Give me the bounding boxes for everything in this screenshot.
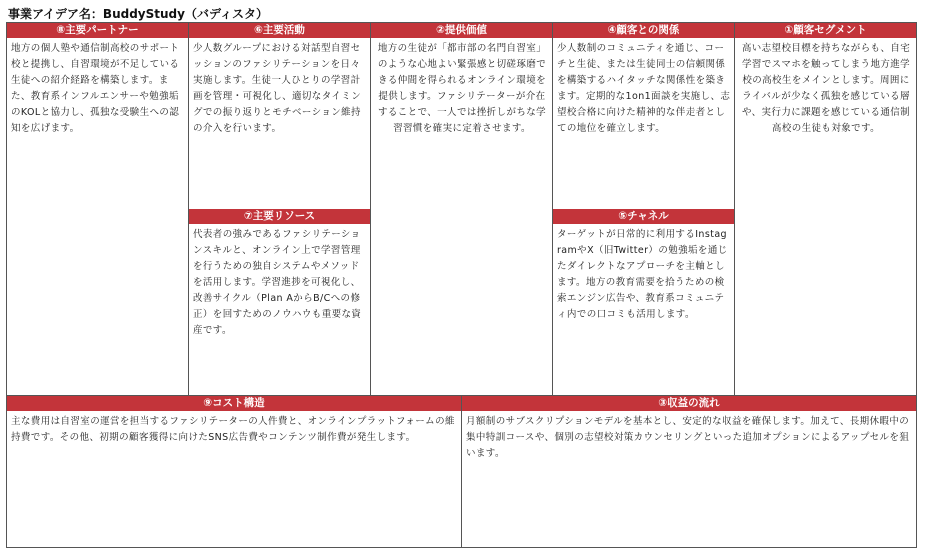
- customer-segments-text: 高い志望校目標を持ちながらも、自宅学習でスマホを触ってしまう地方進学校の高校生をメインとします。周囲にライバルが少なく孤独を感じている層や、実行力に課題を感じている通信制高校の生徒も対象です。: [741, 43, 911, 134]
- cost-structure-block: [6, 395, 462, 548]
- customer-segments-block: [734, 22, 917, 396]
- key-activities-block: [188, 22, 371, 396]
- revenue-streams-text: 月額制のサブスクリプションモデルを基本とし、安定的な収益を確保します。加えて、長期休暇中の集中特訓コースや、個別の志望校対策カウンセリングといった追加オプションによるアップセルを狙います。: [466, 416, 910, 459]
- page-title: 事業アイデア名：BuddyStudy（バディスタ）: [8, 7, 268, 21]
- channels-header: ⑤チャネル: [553, 209, 734, 224]
- value-proposition-text: 地方の生徒が「都市部の名門自習室」のような心地よい緊張感と切磋琢磨できる仲間を得られるオンライン環境を提供します。ファシリテーターが介在することで、一人では挫折しがちな学習習慣を確実に定着させます。: [377, 43, 547, 134]
- customer-relationships-header: ④顧客との関係: [553, 23, 734, 38]
- key-resources-text: 代表者の強みであるファシリテーションスキルと、オンライン上で学習管理を行うための独自システムやメソッドを活用します。学習進捗を可視化し、改善サイクル（Plan AからB/Cへの修正）を回すためのノウハウも重要な資産です。: [193, 229, 362, 336]
- value-proposition-header: ②提供価値: [371, 23, 552, 38]
- key-activities-text: 少人数グループにおける対話型自習セッションのファシリテーションを日々実施します。生徒一人ひとりの学習計画を管理・可視化し、適切なタイミングでの振り返りとモチベーション維持の介入を行います。: [193, 43, 362, 134]
- customer-relationships-block: [552, 22, 735, 396]
- key-partners-block: [6, 22, 189, 396]
- revenue-streams-block: [461, 395, 917, 548]
- cost-structure-header: ⑨コスト構造: [7, 396, 461, 411]
- customer-relationships-text: 少人数制のコミュニティを通じ、コーチと生徒、または生徒同士の信頼関係を構築するハイタッチな関係性を築きます。定期的な1on1面談を実施し、志望校合格に向けた精神的な伴走者としての地位を確立します。: [557, 43, 731, 134]
- channels-block: [553, 209, 734, 323]
- revenue-streams-header: ③収益の流れ: [462, 396, 916, 411]
- channels-text: ターゲットが日常的に利用するInstagramやX（旧Twitter）の勉強垢を通じたダイレクトなアプローチを主軸とします。地方の教育需要を拾うための検索エンジン広告や、教育系コミュニティ内での口コミも活用します。: [557, 229, 728, 320]
- key-resources-header: ⑦主要リソース: [189, 209, 370, 224]
- cost-structure-text: 主な費用は自習室の運営を担当するファシリテーターの人件費と、オンラインプラットフォームの維持費です。その他、初期の顧客獲得に向けたSNS広告費やコンテンツ制作費が発生します。: [11, 416, 455, 443]
- key-partners-header: ⑧主要パートナー: [7, 23, 188, 38]
- value-proposition-block: [370, 22, 553, 396]
- key-activities-header: ⑥主要活動: [189, 23, 370, 38]
- key-resources-block: [189, 209, 370, 339]
- customer-segments-header: ①顧客セグメント: [735, 23, 916, 38]
- key-partners-text: 地方の個人塾や通信制高校のサポート校と提携し、自習環境が不足している生徒への紹介経路を構築します。また、教育系インフルエンサーや勉強垢のKOLと協力し、孤独な受験生への認知を広げます。: [11, 43, 180, 134]
